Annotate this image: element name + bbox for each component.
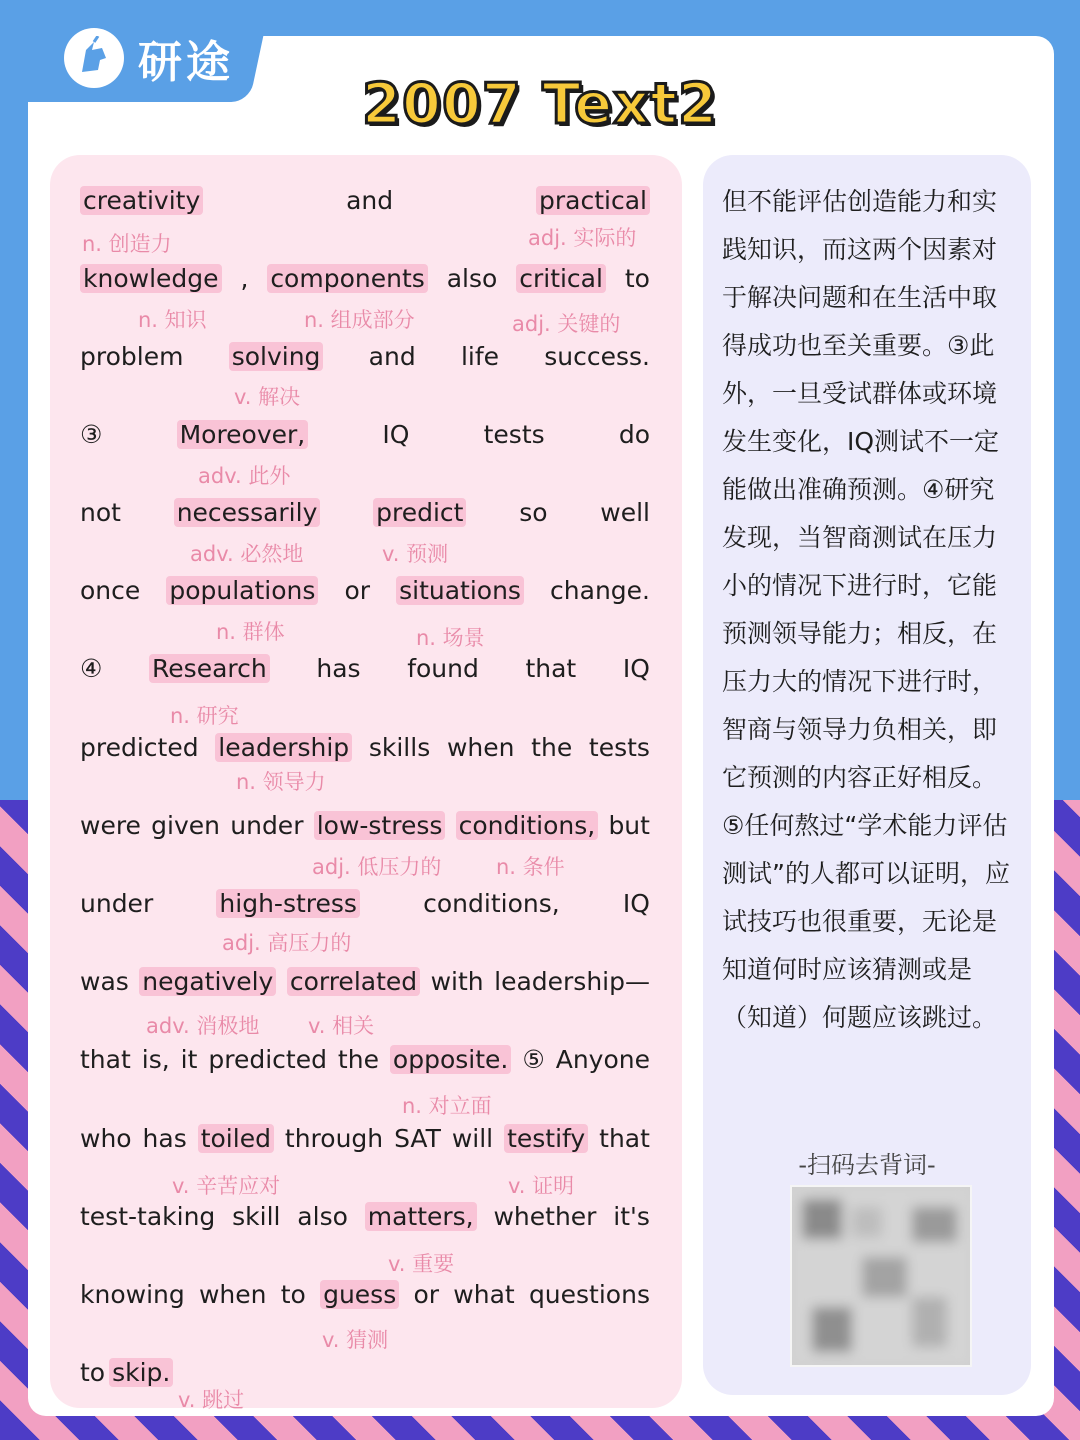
word: also: [446, 264, 498, 293]
word: conditions,: [423, 889, 560, 918]
passage-line: [80, 264, 650, 293]
vocab-note: n. 群体: [216, 620, 285, 644]
word: IQ: [622, 654, 650, 683]
word: tests: [483, 420, 545, 449]
word: ⑤: [522, 1045, 545, 1074]
word: Anyone: [555, 1045, 650, 1074]
vocab-note: adv. 消极地: [146, 1014, 260, 1038]
vocab-note: adj. 关键的: [512, 312, 621, 336]
passage-line: [80, 1358, 650, 1387]
word: through: [284, 1124, 384, 1153]
word: found: [407, 654, 479, 683]
highlighted-word: situations: [396, 576, 524, 605]
highlighted-word: opposite.: [390, 1045, 511, 1074]
highlighted-word: components: [267, 264, 427, 293]
word: knowing: [80, 1280, 185, 1309]
highlighted-word: conditions,: [456, 811, 599, 840]
word: the: [531, 733, 573, 762]
word: but: [608, 811, 650, 840]
word: and: [346, 186, 394, 215]
word: given: [151, 811, 221, 840]
word: predicted: [208, 1045, 327, 1074]
word: IQ: [622, 889, 650, 918]
word: when: [198, 1280, 267, 1309]
word: what: [453, 1280, 515, 1309]
word: is,: [141, 1045, 170, 1074]
passage-line: [80, 733, 650, 762]
vocab-note: adv. 必然地: [190, 542, 304, 566]
highlighted-word: skip.: [109, 1358, 173, 1387]
word: to: [280, 1280, 306, 1309]
vocab-note: n. 对立面: [402, 1094, 492, 1118]
word: or: [413, 1280, 440, 1309]
word: when: [446, 733, 515, 762]
word: IQ: [382, 420, 410, 449]
scan-label: -扫码去背词-: [798, 1151, 936, 1179]
word: success.: [544, 342, 650, 371]
vocab-note: n. 知识: [138, 308, 207, 332]
vocab-note: v. 猜测: [322, 1328, 389, 1352]
word: do: [618, 420, 650, 449]
word: well: [600, 498, 650, 527]
word: has: [316, 654, 361, 683]
word: also: [297, 1202, 348, 1231]
word: life: [460, 342, 500, 371]
highlighted-word: populations: [166, 576, 318, 605]
chinese-translation: 但不能评估创造能力和实践知识，而这两个因素对于解决问题和在生活中取得成功也至关重要。③此外，一旦受试群体或环境发生变化，IQ测试不一定能做出准确预测。④研究发现，当智商测试在压力小的情况下进行时，它能预测领导能力；相反，在压力大的情况下进行时，智商与领导力负相关，即它预测的内容正好相反。⑤任何熬过“学术能力评估测试”的人都可以证明，应试技巧也很重要，无论是知道何时应该猜测或是（知道）何题应该跳过。: [722, 187, 1010, 1032]
word: with: [430, 967, 484, 996]
highlighted-word: toiled: [198, 1124, 274, 1153]
qr-code[interactable]: [790, 1185, 972, 1367]
passage-line: [80, 420, 650, 449]
word: problem: [80, 342, 184, 371]
vocab-note: n. 研究: [170, 704, 239, 728]
highlighted-word: solving: [229, 342, 324, 371]
highlighted-word: predict: [373, 498, 466, 527]
word: that: [599, 1124, 650, 1153]
word: skill: [232, 1202, 281, 1231]
word: the: [337, 1045, 379, 1074]
vocab-note: adj. 实际的: [528, 226, 637, 250]
vocab-note: v. 跳过: [178, 1388, 245, 1412]
passage-line: [80, 1124, 650, 1153]
word: so: [519, 498, 548, 527]
passage-line: [80, 576, 650, 605]
word: predicted: [80, 733, 199, 762]
word: SAT: [394, 1124, 441, 1153]
word: it: [180, 1045, 198, 1074]
passage-line: [80, 967, 650, 996]
brand-name: 研途: [138, 37, 234, 88]
word: has: [142, 1124, 187, 1153]
vocab-note: n. 创造力: [82, 232, 172, 256]
word: was: [80, 967, 129, 996]
word: to: [624, 264, 650, 293]
highlighted-word: Moreover,: [177, 420, 309, 449]
vocab-note: adj. 高压力的: [222, 931, 352, 955]
highlighted-word: correlated: [287, 967, 420, 996]
highlighted-word: practical: [536, 186, 650, 215]
passage-line: [80, 186, 650, 215]
vocab-note: n. 条件: [496, 855, 565, 879]
sentence-number: ③: [80, 420, 103, 449]
highlighted-word: leadership: [215, 733, 352, 762]
highlighted-word: Research: [149, 654, 270, 683]
word: that: [80, 1045, 131, 1074]
word: it's: [613, 1202, 650, 1231]
passage-line: [80, 342, 650, 371]
word: were: [80, 811, 141, 840]
word: whether: [493, 1202, 597, 1231]
vocab-note: v. 相关: [308, 1014, 375, 1038]
word: skills: [368, 733, 431, 762]
vocab-note: n. 场景: [416, 626, 485, 650]
passage-line: [80, 654, 650, 683]
vocab-note: v. 解决: [234, 385, 301, 409]
passage-line: [80, 811, 650, 840]
highlighted-word: knowledge: [80, 264, 222, 293]
vocab-note: v. 重要: [388, 1252, 455, 1276]
vocab-note: v. 证明: [508, 1174, 575, 1198]
word: leadership—: [494, 967, 650, 996]
highlighted-word: testify: [504, 1124, 588, 1153]
vocab-note: n. 组成部分: [304, 308, 415, 332]
passage-line: [80, 1280, 650, 1309]
word: questions: [528, 1280, 650, 1309]
vocab-note: n. 领导力: [236, 770, 326, 794]
passage-line: [80, 498, 650, 527]
passage-line: [80, 1045, 650, 1074]
page-title: 2007 Text2: [362, 72, 718, 137]
highlighted-word: creativity: [80, 186, 203, 215]
word: or: [344, 576, 371, 605]
word: once: [80, 576, 141, 605]
word: under: [230, 811, 304, 840]
vocab-note: adj. 低压力的: [312, 855, 442, 879]
vocab-note: v. 辛苦应对: [172, 1174, 281, 1198]
word: change.: [550, 576, 650, 605]
word: ,: [240, 264, 249, 293]
word: will: [451, 1124, 494, 1153]
word: who: [80, 1124, 132, 1153]
word: not: [80, 498, 121, 527]
word: to: [80, 1358, 106, 1387]
sentence-number: ④: [80, 654, 103, 683]
highlighted-word: matters,: [365, 1202, 477, 1231]
highlighted-word: critical: [516, 264, 606, 293]
passage-line: [80, 889, 650, 918]
vocab-note: adv. 此外: [198, 464, 291, 488]
word: test-taking: [80, 1202, 216, 1231]
highlighted-word: necessarily: [174, 498, 321, 527]
word: that: [525, 654, 577, 683]
highlighted-word: guess: [320, 1280, 399, 1309]
word: and: [368, 342, 416, 371]
highlighted-word: low-stress: [314, 811, 446, 840]
word: tests: [588, 733, 650, 762]
highlighted-word: high-stress: [216, 889, 360, 918]
highlighted-word: negatively: [139, 967, 276, 996]
word: under: [80, 889, 154, 918]
vocab-note: v. 预测: [382, 542, 449, 566]
passage-line: [80, 1202, 650, 1231]
